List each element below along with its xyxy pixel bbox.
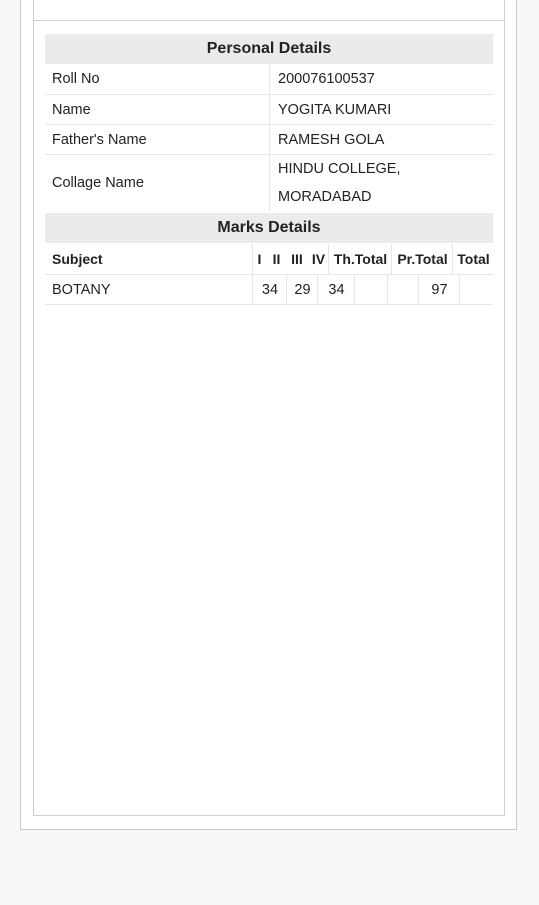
col-i: I — [257, 251, 262, 267]
mark-iv — [356, 275, 388, 304]
col-th-total: Th.Total — [330, 244, 392, 274]
mark-th-total: 97 — [420, 275, 460, 304]
value: HINDU COLLEGE, MORADABAD — [278, 161, 401, 205]
col-iii: III — [291, 251, 303, 267]
subject: BOTANY — [45, 275, 253, 304]
mark-blank — [389, 275, 419, 304]
row-collage-name — [45, 155, 493, 211]
label: Father's Name — [45, 125, 270, 154]
mark-ii: 29 — [288, 275, 318, 304]
row-roll-no — [45, 64, 493, 95]
mark-iii: 34 — [319, 275, 355, 304]
top-divider — [33, 20, 505, 21]
col-ii: II — [272, 251, 281, 267]
col-iv: IV — [309, 244, 329, 274]
marks-details-header: Marks Details — [45, 213, 493, 243]
value: RAMESH GOLA — [278, 131, 385, 148]
marks-row-botany — [45, 275, 493, 305]
row-father-name — [45, 125, 493, 155]
label: Collage Name — [45, 155, 270, 211]
col-pr-total: Pr.Total — [393, 244, 453, 274]
mark-i: 34 — [254, 275, 287, 304]
value: 200076100537 — [278, 71, 375, 87]
col-total: Total — [457, 251, 490, 267]
personal-details-header: Personal Details — [45, 34, 493, 64]
row-name — [45, 95, 493, 125]
value: YOGITA KUMARI — [278, 101, 392, 118]
col-subject: Subject — [45, 244, 253, 274]
label: Name — [45, 95, 270, 124]
label: Roll No — [45, 64, 270, 94]
marks-header-row — [45, 244, 493, 275]
